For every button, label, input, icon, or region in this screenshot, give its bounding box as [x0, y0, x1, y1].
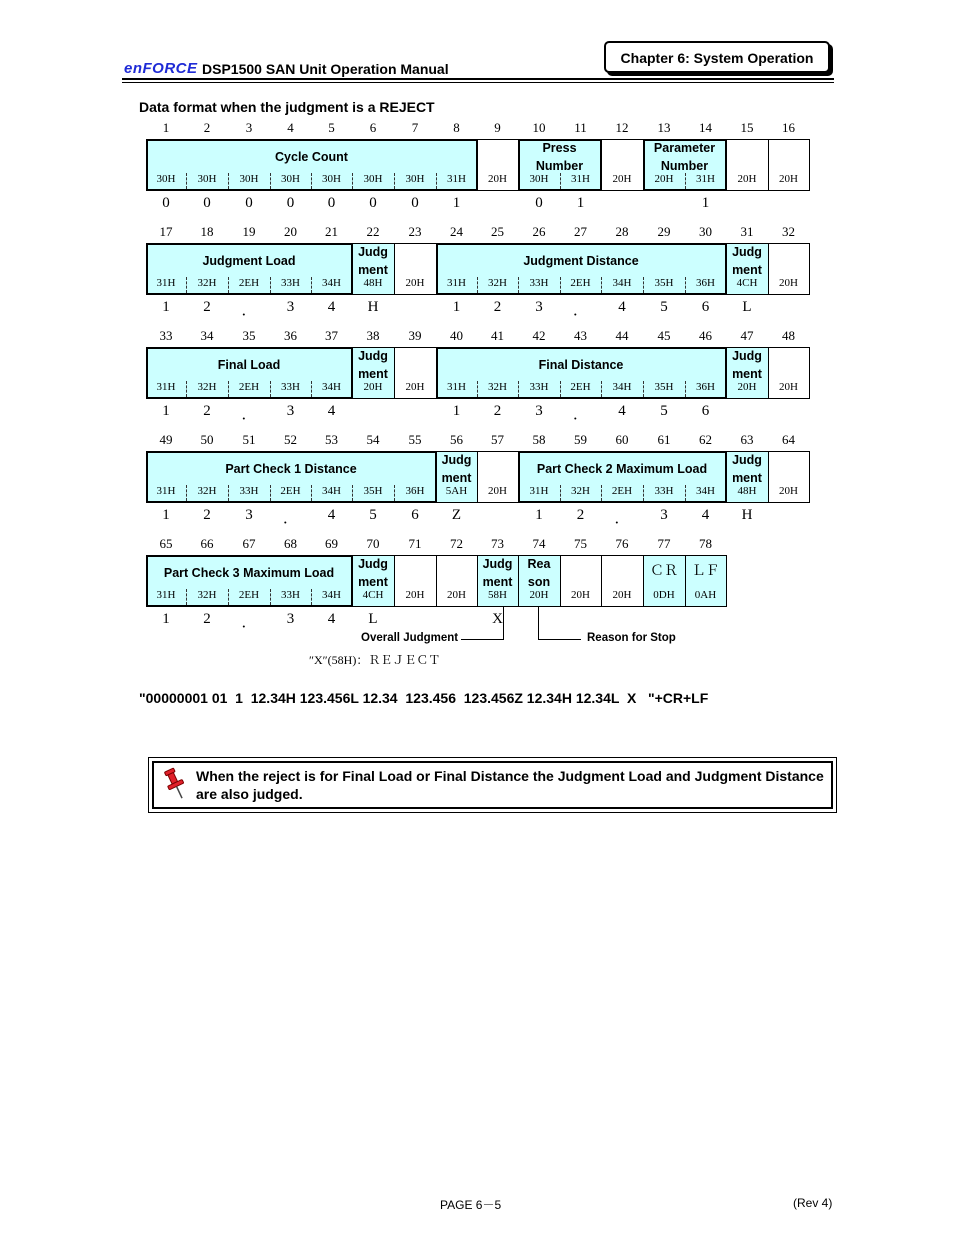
decoded-character: 3	[660, 507, 668, 523]
byte-divider	[311, 589, 312, 605]
decoded-character: 6	[411, 507, 419, 523]
decoded-character: 2	[493, 299, 502, 315]
field-label: Cycle Count	[275, 150, 348, 164]
decoded-character: 5	[369, 507, 377, 523]
decoded-character: X	[492, 611, 503, 627]
position-number: 59	[574, 432, 587, 447]
position-number: 26	[532, 224, 546, 239]
position-number: 73	[491, 536, 504, 551]
position-number: 70	[366, 536, 380, 551]
decoded-character: 6	[701, 403, 710, 419]
position-number: 21	[325, 224, 338, 239]
hex-code: 20H	[779, 485, 798, 497]
position-number: 53	[325, 432, 338, 447]
position-number: 18	[200, 224, 214, 239]
field-label: Final Distance	[538, 358, 624, 372]
hex-code: 31H	[571, 173, 590, 185]
position-number: 15	[740, 120, 754, 135]
byte-divider	[311, 277, 312, 293]
byte-divider	[477, 381, 478, 397]
field-label: Part Check 3 Maximum Load	[163, 566, 335, 580]
hex-code: 4CH	[362, 589, 384, 601]
hex-code: 33H	[239, 485, 259, 497]
reason-connector	[538, 639, 581, 640]
field-label: Judg ment	[732, 453, 762, 485]
hex-code: 35H	[654, 277, 674, 289]
header-rule-thin	[122, 82, 834, 83]
hex-code: 2EH	[280, 485, 301, 497]
position-number: 2	[203, 120, 211, 135]
position-number: 34	[200, 328, 214, 343]
hex-code: 34H	[612, 277, 632, 289]
decoded-character: 6	[701, 299, 710, 315]
hex-code: 5AH	[445, 485, 468, 497]
hex-code: 34H	[612, 381, 632, 393]
byte-divider	[477, 277, 478, 293]
byte-divider	[560, 381, 561, 397]
position-number: 42	[532, 328, 546, 343]
hex-code: 30H	[405, 173, 425, 185]
document-title: DSP1500 SAN Unit Operation Manual	[202, 61, 449, 77]
byte-divider	[270, 485, 271, 501]
hex-code: 36H	[696, 381, 715, 393]
hex-code: 20H	[488, 485, 507, 497]
decoded-character: 1	[576, 195, 585, 211]
page-number: PAGE 6－5	[440, 1198, 502, 1212]
byte-divider	[518, 277, 519, 293]
hex-code: 20H	[405, 277, 425, 289]
decoded-character: 2	[203, 299, 211, 315]
byte-divider	[186, 485, 187, 501]
byte-divider	[311, 173, 312, 189]
position-number: 16	[782, 120, 795, 135]
position-number: 19	[242, 224, 256, 239]
hex-code: 32H	[488, 277, 507, 289]
hex-code: 20H	[571, 589, 590, 601]
hex-code: 30H	[239, 173, 259, 185]
hex-code: 48H	[363, 277, 383, 289]
byte-divider	[228, 485, 229, 501]
decoded-character: 2	[576, 507, 585, 523]
position-number: 1	[162, 120, 170, 135]
hex-code: 20H	[529, 589, 549, 601]
decoded-character: 0	[327, 195, 336, 211]
enforce-logo: enFORCE	[124, 60, 198, 77]
position-number: 22	[366, 224, 380, 239]
position-number: 61	[657, 432, 671, 447]
byte-divider	[643, 381, 644, 397]
hex-code: 20H	[737, 173, 757, 185]
hex-code: 20H	[779, 173, 798, 185]
decoded-character: 3	[245, 507, 253, 523]
byte-divider	[685, 173, 686, 189]
field-label: Press Number	[535, 141, 584, 173]
chapter-label: Chapter 6: System Operation	[604, 41, 830, 73]
hex-code: 32H	[197, 381, 217, 393]
position-number: 54	[366, 432, 380, 447]
position-number: 24	[450, 224, 463, 239]
hex-code: 30H	[529, 173, 549, 185]
field-label: Judgment Load	[202, 254, 296, 268]
hex-code: 33H	[654, 485, 674, 497]
decoded-character: 1	[162, 611, 170, 627]
position-number: 11	[574, 120, 587, 135]
position-number: 23	[408, 224, 422, 239]
position-number: 74	[532, 536, 546, 551]
position-number: 64	[782, 432, 795, 447]
decoded-character: ．	[241, 407, 257, 423]
field-label: Part Check 2 Maximum Load	[536, 462, 708, 476]
position-number: 32	[782, 224, 795, 239]
field-label: Rea son	[527, 557, 551, 589]
position-number: 35	[242, 328, 256, 343]
position-number: 27	[574, 224, 587, 239]
position-number: 39	[408, 328, 422, 343]
position-number: 6	[369, 120, 377, 135]
position-number: 36	[284, 328, 297, 343]
decoded-character: 1	[701, 195, 710, 211]
header-rule	[122, 78, 834, 80]
hex-code: 0AH	[694, 589, 717, 601]
position-number: 9	[494, 120, 501, 135]
hex-code: 2EH	[238, 277, 260, 289]
position-number: 51	[242, 432, 256, 447]
position-number: 78	[699, 536, 712, 551]
field-label: Parameter Number	[653, 141, 716, 173]
position-number: 66	[200, 536, 214, 551]
hex-code: 35H	[363, 485, 383, 497]
byte-divider	[436, 173, 437, 189]
decoded-character: 3	[286, 403, 295, 419]
hex-code: 31H	[156, 485, 176, 497]
byte-divider	[560, 277, 561, 293]
position-number: 41	[491, 328, 504, 343]
decoded-character: 4	[327, 299, 336, 315]
hex-code: 20H	[447, 589, 466, 601]
hex-code: 32H	[488, 381, 507, 393]
position-number: 10	[532, 120, 546, 135]
field-label: Final Load	[217, 358, 281, 372]
hex-code: 58H	[488, 589, 507, 601]
byte-divider	[270, 277, 271, 293]
reject-code-note: ″X″(58H)：ＲＥＪＥＣＴ	[309, 653, 441, 667]
position-number: 4	[287, 120, 294, 135]
hex-code: 48H	[737, 485, 757, 497]
position-number: 68	[284, 536, 297, 551]
decoded-character: 1	[535, 507, 543, 523]
decoded-character: 2	[203, 611, 211, 627]
decoded-character: 3	[286, 611, 295, 627]
hex-code: 36H	[405, 485, 425, 497]
field-label: Judg ment	[441, 453, 472, 485]
decoded-character: 1	[452, 403, 461, 419]
position-number: 65	[159, 536, 173, 551]
position-number: 50	[200, 432, 214, 447]
hex-code: 32H	[197, 485, 217, 497]
hex-code: 31H	[156, 277, 176, 289]
field-label: Judg ment	[358, 557, 388, 589]
position-number: 38	[366, 328, 380, 343]
hex-code: 31H	[447, 277, 466, 289]
decoded-character: L	[368, 611, 378, 627]
hex-code: 30H	[363, 173, 383, 185]
hex-code: 2EH	[238, 589, 260, 601]
field-label: Judg ment	[732, 245, 762, 277]
field-label: Judg ment	[732, 349, 762, 381]
reason-connector-v	[538, 607, 539, 640]
decoded-character: 0	[245, 195, 253, 211]
hex-code: 20H	[363, 381, 383, 393]
position-number: 57	[491, 432, 504, 447]
sample-output-string: "00000001 01 1 12.34H 123.456L 12.34 123.456 123.456Z 12.34H 12.34L X "+CR+LF	[139, 690, 709, 706]
byte-divider	[228, 589, 229, 605]
position-number: 31	[740, 224, 754, 239]
hex-code: 36H	[696, 277, 715, 289]
hex-code: 32H	[571, 485, 590, 497]
byte-divider	[601, 485, 602, 501]
hex-code: 2EH	[611, 485, 633, 497]
decoded-character: 0	[162, 195, 170, 211]
decoded-character: 4	[618, 403, 626, 419]
reason-for-stop-label: Reason for Stop	[587, 632, 676, 644]
byte-divider	[186, 173, 187, 189]
hex-code: 32H	[197, 589, 217, 601]
byte-divider	[228, 173, 229, 189]
decoded-character: 4	[327, 403, 336, 419]
hex-code: 30H	[197, 173, 217, 185]
byte-divider	[270, 381, 271, 397]
decoded-character: 2	[203, 403, 211, 419]
position-number: 48	[782, 328, 795, 343]
hex-code: 0DH	[653, 589, 675, 601]
decoded-character: 0	[411, 195, 419, 211]
hex-code: 20H	[612, 173, 632, 185]
position-number: 47	[740, 328, 754, 343]
hex-code: 20H	[779, 277, 798, 289]
decoded-character: 5	[660, 299, 668, 315]
hex-code: 20H	[612, 589, 632, 601]
position-number: 62	[699, 432, 712, 447]
position-number: 71	[408, 536, 422, 551]
hex-code: 20H	[488, 173, 507, 185]
position-number: 63	[740, 432, 754, 447]
byte-divider	[685, 485, 686, 501]
hex-code: 30H	[156, 173, 176, 185]
hex-code: 20H	[779, 381, 798, 393]
position-number: 37	[325, 328, 338, 343]
decoded-character: 4	[618, 299, 626, 315]
hex-code: 33H	[281, 381, 300, 393]
position-number: 77	[657, 536, 671, 551]
byte-divider	[311, 381, 312, 397]
byte-divider	[518, 381, 519, 397]
decoded-character: 4	[327, 611, 336, 627]
decoded-character: 0	[286, 195, 295, 211]
position-number: 72	[450, 536, 463, 551]
byte-divider	[601, 381, 602, 397]
position-number: 12	[615, 120, 629, 135]
position-number: 13	[657, 120, 671, 135]
field-label: ＬＦ	[691, 564, 720, 579]
field-label: Judg ment	[482, 557, 513, 589]
hex-code: 34H	[322, 381, 341, 393]
field-label: Judg ment	[358, 349, 388, 381]
hex-code: 2EH	[570, 277, 591, 289]
decoded-character: 1	[162, 507, 170, 523]
position-number: 46	[699, 328, 712, 343]
position-number: 33	[159, 328, 173, 343]
byte-divider	[560, 173, 561, 189]
position-number: 45	[657, 328, 671, 343]
hex-code: 31H	[156, 589, 176, 601]
position-number: 7	[411, 120, 419, 135]
hex-code: 33H	[529, 381, 549, 393]
hex-code: 30H	[322, 173, 341, 185]
byte-divider	[643, 277, 644, 293]
position-number: 56	[450, 432, 463, 447]
hex-code: 20H	[737, 381, 757, 393]
decoded-character: ．	[241, 615, 257, 631]
decoded-character: 0	[369, 195, 377, 211]
decoded-character: 2	[203, 507, 211, 523]
position-number: 43	[574, 328, 587, 343]
hex-code: 33H	[281, 589, 300, 601]
decoded-character: 3	[286, 299, 295, 315]
hex-code: 32H	[197, 277, 217, 289]
field-label: ＣＲ	[650, 564, 678, 579]
position-number: 58	[532, 432, 546, 447]
byte-divider	[352, 485, 353, 501]
position-number: 5	[328, 120, 335, 135]
hex-code: 20H	[654, 173, 674, 185]
hex-code: 2EH	[570, 381, 591, 393]
section-title: Data format when the judgment is a REJECT	[139, 99, 435, 115]
decoded-character: 1	[452, 195, 461, 211]
position-number: 28	[615, 224, 629, 239]
decoded-character: 0	[203, 195, 211, 211]
decoded-character: 4	[327, 507, 336, 523]
decoded-character: ．	[572, 303, 588, 319]
position-number: 76	[615, 536, 629, 551]
decoded-character: H	[741, 507, 753, 523]
field-label: Judgment Distance	[523, 254, 639, 268]
decoded-character: 1	[162, 403, 170, 419]
position-number: 44	[615, 328, 629, 343]
decoded-character: 0	[535, 195, 543, 211]
hex-code: 35H	[654, 381, 674, 393]
overall-judgment-label: Overall Judgment	[361, 632, 459, 644]
hex-code: 30H	[281, 173, 300, 185]
byte-divider	[394, 173, 395, 189]
hex-code: 34H	[696, 485, 715, 497]
decoded-character: Z	[451, 507, 462, 523]
hex-code: 20H	[405, 589, 425, 601]
byte-divider	[186, 589, 187, 605]
byte-divider	[560, 485, 561, 501]
position-number: 29	[657, 224, 671, 239]
decoded-character: 3	[535, 403, 543, 419]
field-label: Judg ment	[358, 245, 388, 277]
hex-code: 34H	[322, 485, 341, 497]
decoded-character: 3	[535, 299, 543, 315]
byte-divider	[311, 485, 312, 501]
decoded-character: 5	[660, 403, 668, 419]
position-number: 25	[491, 224, 504, 239]
decoded-character: 4	[701, 507, 710, 523]
hex-code: 20H	[405, 381, 425, 393]
hex-code: 33H	[281, 277, 300, 289]
byte-divider	[685, 277, 686, 293]
byte-divider	[186, 381, 187, 397]
position-number: 30	[699, 224, 712, 239]
position-number: 69	[325, 536, 338, 551]
hex-code: 34H	[322, 589, 341, 601]
byte-divider	[228, 381, 229, 397]
position-number: 8	[453, 120, 460, 135]
position-number: 55	[408, 432, 422, 447]
hex-code: 31H	[696, 173, 715, 185]
pushpin-icon	[162, 767, 186, 808]
hex-code: 31H	[529, 485, 549, 497]
hex-code: 31H	[447, 173, 466, 185]
decoded-character: ．	[241, 303, 257, 319]
decoded-character: H	[367, 299, 379, 315]
revision: (Rev 4)	[793, 1196, 833, 1210]
decoded-character: 1	[452, 299, 461, 315]
position-number: 49	[159, 432, 173, 447]
position-number: 17	[159, 224, 173, 239]
position-number: 40	[450, 328, 463, 343]
decoded-character: ．	[614, 511, 630, 527]
position-number: 20	[284, 224, 297, 239]
position-number: 67	[242, 536, 256, 551]
decoded-character: ．	[282, 511, 298, 527]
byte-divider	[270, 589, 271, 605]
position-number: 75	[574, 536, 587, 551]
note-text: When the reject is for Final Load or Final Distance the Judgment Load and Judgment Distance are also judged.	[196, 768, 824, 802]
hex-code: 31H	[447, 381, 466, 393]
position-number: 14	[699, 120, 712, 135]
decoded-character: 1	[162, 299, 170, 315]
overall-judgment-connector-v	[503, 607, 504, 640]
byte-divider	[352, 173, 353, 189]
hex-code: 31H	[156, 381, 176, 393]
position-number: 60	[615, 432, 629, 447]
byte-divider	[186, 277, 187, 293]
hex-code: 2EH	[238, 381, 260, 393]
decoded-character: 2	[493, 403, 502, 419]
byte-divider	[601, 277, 602, 293]
decoded-character: ．	[572, 407, 588, 423]
byte-divider	[394, 485, 395, 501]
overall-judgment-connector	[461, 639, 503, 640]
hex-code: 4CH	[736, 277, 758, 289]
byte-divider	[685, 381, 686, 397]
field-label: Part Check 1 Distance	[225, 462, 357, 476]
byte-divider	[270, 173, 271, 189]
hex-code: 33H	[529, 277, 549, 289]
position-number: 3	[245, 120, 253, 135]
decoded-character: L	[742, 299, 752, 315]
position-number: 52	[284, 432, 297, 447]
hex-code: 34H	[322, 277, 341, 289]
byte-divider	[228, 277, 229, 293]
byte-divider	[643, 485, 644, 501]
